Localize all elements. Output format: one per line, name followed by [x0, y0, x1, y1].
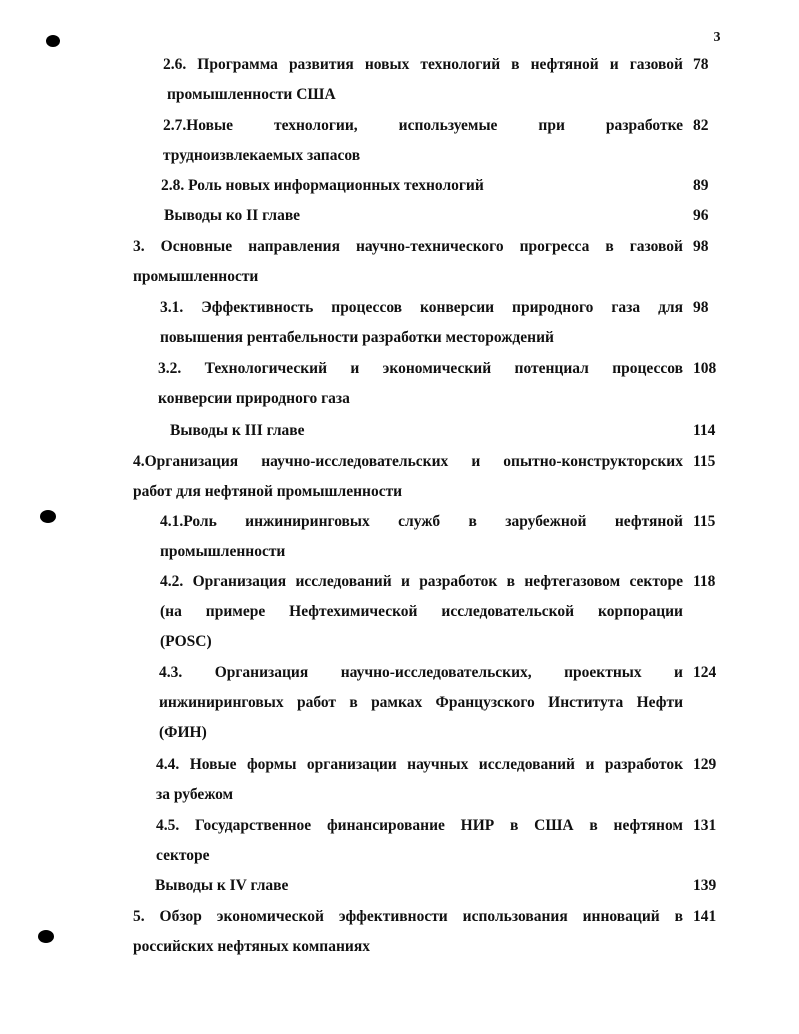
- toc-entry-page: 108: [693, 360, 717, 377]
- punch-hole-bottom: [38, 930, 54, 943]
- toc-entry-3-2: [158, 354, 733, 414]
- toc-entry-page: 124: [693, 664, 717, 681]
- toc-entry-2-7: [163, 111, 733, 171]
- toc-entry-line: 3.1. Эффективность процессов конверсии природного газа для: [160, 299, 683, 316]
- toc-entry-line: российских нефтяных компаниях: [133, 938, 370, 955]
- toc-entry-page: 114: [693, 422, 716, 439]
- toc-entry-line: Выводы к IV главе: [155, 877, 289, 894]
- toc-entry-line: 2.7.Новые технологии, используемые при разработке: [163, 117, 683, 134]
- toc-entry-4: [133, 447, 733, 507]
- toc-entry-page: 96: [693, 207, 709, 224]
- toc-entry-line: инжиниринговых работ в рамках Французского Института Нефти: [159, 694, 683, 711]
- toc-entry-line: повышения рентабельности разработки месторождений: [160, 329, 554, 346]
- toc-entry-4-5: [156, 811, 733, 871]
- toc-entry-line: (POSC): [160, 633, 212, 650]
- toc-entry-line: промышленности: [160, 543, 286, 560]
- toc-entry-2-6: [163, 50, 733, 110]
- toc-entry-page: 78: [693, 56, 709, 73]
- toc-entry-conclusions-ii: [164, 201, 733, 231]
- toc-entry-page: 115: [693, 513, 716, 530]
- toc-entry-line: (на примере Нефтехимической исследовательской корпорации: [160, 603, 683, 620]
- toc-entry-line: 4.2. Организация исследований и разработок в нефтегазовом секторе: [160, 573, 683, 590]
- toc-entry-line: промышленности США: [167, 86, 336, 103]
- toc-entry-page: 82: [693, 117, 709, 134]
- toc-entry-3: [133, 232, 733, 292]
- toc-entry-line: 5. Обзор экономической эффективности использования инноваций в: [133, 908, 683, 925]
- toc-entry-4-2: [160, 567, 733, 657]
- toc-entry-4-4: [156, 750, 733, 810]
- toc-entry-conclusions-iv: [155, 871, 733, 901]
- toc-entry-line: секторе: [156, 847, 210, 864]
- toc-entry-line: Выводы ко II главе: [164, 207, 301, 224]
- toc-entry-line: конверсии природного газа: [158, 390, 350, 407]
- toc-entry-page: 118: [693, 573, 716, 590]
- toc-entry-page: 139: [693, 877, 717, 894]
- toc-entry-line: за рубежом: [156, 786, 234, 803]
- toc-entry-line: трудноизвлекаемых запасов: [163, 147, 361, 164]
- toc-entry-2-8: [161, 171, 733, 201]
- toc-entry-line: 2.6. Программа развития новых технологий в нефтяной и газовой: [163, 56, 683, 73]
- toc-entry-page: 98: [693, 299, 709, 316]
- toc-entry-line: (ФИН): [159, 724, 207, 741]
- toc-entry-line: Выводы к III главе: [170, 422, 305, 439]
- toc-entry-5: [133, 902, 733, 962]
- punch-hole-middle: [40, 510, 56, 523]
- toc-entry-page: 131: [693, 817, 717, 834]
- toc-entry-page: 115: [693, 453, 716, 470]
- toc-entry-line: 3. Основные направления научно-технического прогресса в газовой: [133, 238, 683, 255]
- toc-entry-page: 141: [693, 908, 717, 925]
- toc-entry-4-3: [159, 658, 733, 748]
- toc-entry-page: 98: [693, 238, 709, 255]
- toc-entry-line: 2.8. Роль новых информационных технологий: [161, 177, 484, 194]
- toc-entry-page: 129: [693, 756, 717, 773]
- toc-entry-3-1: [160, 293, 733, 353]
- toc-entry-line: 4.5. Государственное финансирование НИР в США в нефтяном: [156, 817, 683, 834]
- toc-entry-page: 89: [693, 177, 709, 194]
- toc-entry-line: 4.1.Роль инжиниринговых служб в зарубежной нефтяной: [160, 513, 683, 530]
- toc-entry-line: 4.3. Организация научно-исследовательских, проектных и: [159, 664, 683, 681]
- toc-entry-conclusions-iii: [170, 416, 733, 446]
- punch-hole-top: [46, 35, 60, 47]
- toc-entry-line: 4.Организация научно-исследовательских и опытно-конструкторских: [133, 453, 683, 470]
- toc-entry-line: работ для нефтяной промышленности: [133, 483, 403, 500]
- toc-entry-line: 4.4. Новые формы организации научных исследований и разработок: [156, 756, 683, 773]
- toc-entry-line: 3.2. Технологический и экономический потенциал процессов: [158, 360, 683, 377]
- toc-entry-4-1: [160, 507, 733, 567]
- toc-entry-line: промышленности: [133, 268, 259, 285]
- page-number: 3: [713, 30, 721, 45]
